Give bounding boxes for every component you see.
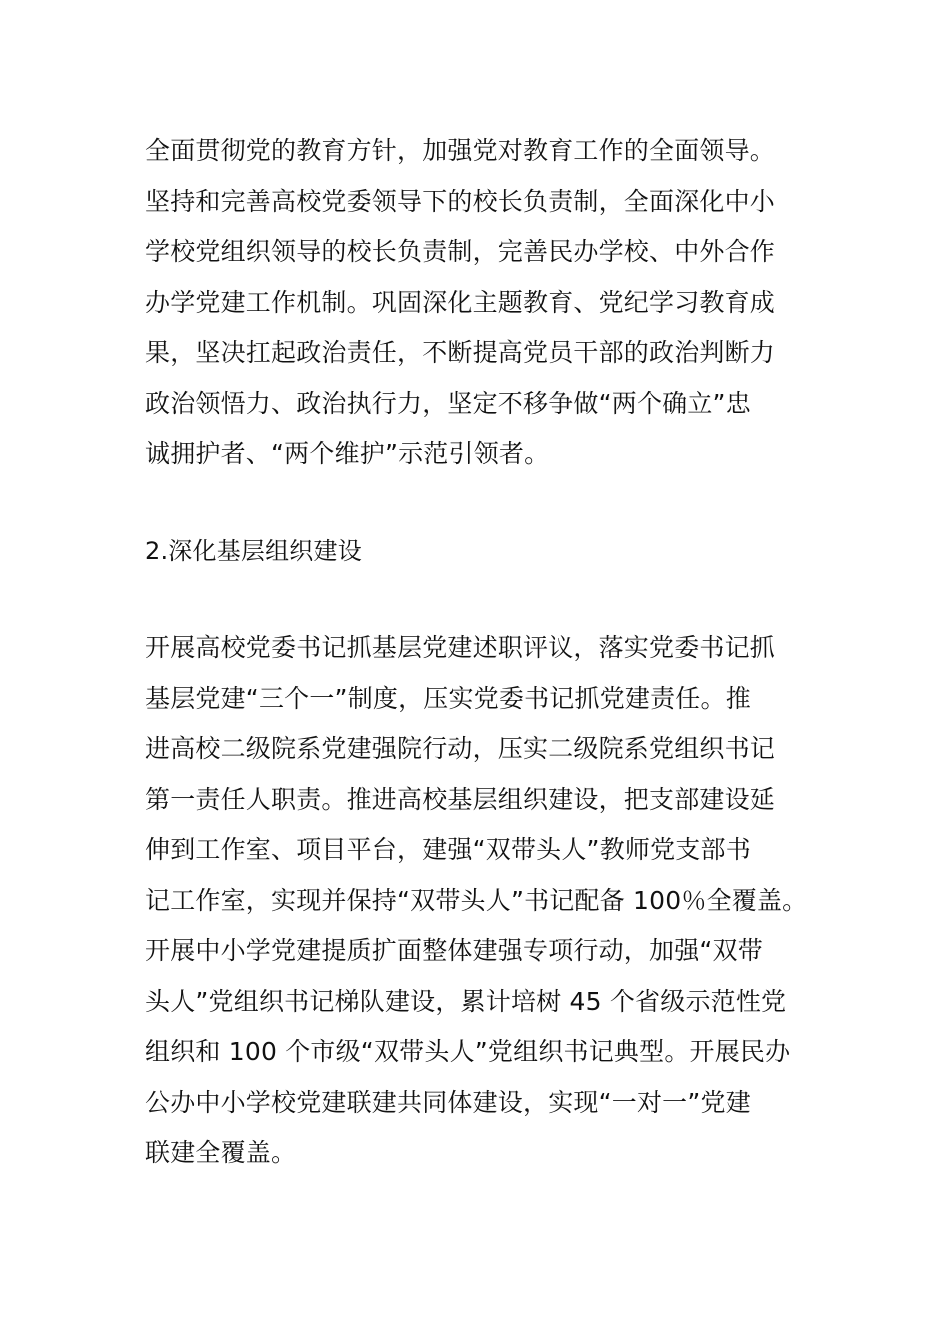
paragraph-line: 果，坚决扛起政治责任，不断提高党员干部的政治判断力 bbox=[145, 338, 776, 367]
paragraph-line: 诚拥护者、“两个维护”示范引领者。 bbox=[145, 439, 550, 468]
paragraph-line: 组织和 100 个市级“双带头人”党组织书记典型。开展民办 bbox=[145, 1037, 791, 1066]
paragraph-line: 学校党组织领导的校长负责制，完善民办学校、中外合作 bbox=[145, 237, 776, 266]
section-heading-text: 2.深化基层组织建设 bbox=[145, 537, 362, 565]
section-heading bbox=[145, 526, 845, 577]
paragraph-line: 基层党建“三个一”制度，压实党委书记抓党建责任。推 bbox=[145, 683, 751, 713]
paragraph-line: 伸到工作室、项目平台，建强“双带头人”教师党支部书 bbox=[145, 835, 751, 864]
paragraph-line: 联建全覆盖。 bbox=[145, 1138, 297, 1167]
paragraph-line: 办学党建工作机制。巩固深化主题教育、党纪学习教育成 bbox=[145, 287, 776, 317]
paragraph-line: 开展中小学党建提质扩面整体建强专项行动，加强“双带 bbox=[145, 936, 763, 965]
paragraph-line: 政治领悟力、政治执行力，坚定不移争做“两个确立”忠 bbox=[145, 388, 751, 418]
paragraph-line: 全面贯彻党的教育方针，加强党对教育工作的全面领导。 bbox=[145, 136, 776, 165]
paragraph-line: 记工作室，实现并保持“双带头人”书记配备 100％全覆盖。 bbox=[145, 885, 808, 915]
paragraph-1 bbox=[145, 126, 845, 480]
paragraph-line: 第一责任人职责。推进高校基层组织建设，把支部建设延 bbox=[145, 784, 776, 814]
paragraph-line: 坚持和完善高校党委领导下的校长负责制，全面深化中小 bbox=[145, 186, 776, 216]
paragraph-line: 头人”党组织书记梯队建设，累计培树 45 个省级示范性党 bbox=[145, 986, 787, 1016]
paragraph-line: 公办中小学校党建联建共同体建设，实现“一对一”党建 bbox=[145, 1087, 751, 1117]
paragraph-2 bbox=[145, 623, 845, 1179]
paragraph-line: 开展高校党委书记抓基层党建述职评议，落实党委书记抓 bbox=[145, 633, 776, 662]
paragraph-line: 进高校二级院系党建强院行动，压实二级院系党组织书记 bbox=[145, 734, 776, 763]
